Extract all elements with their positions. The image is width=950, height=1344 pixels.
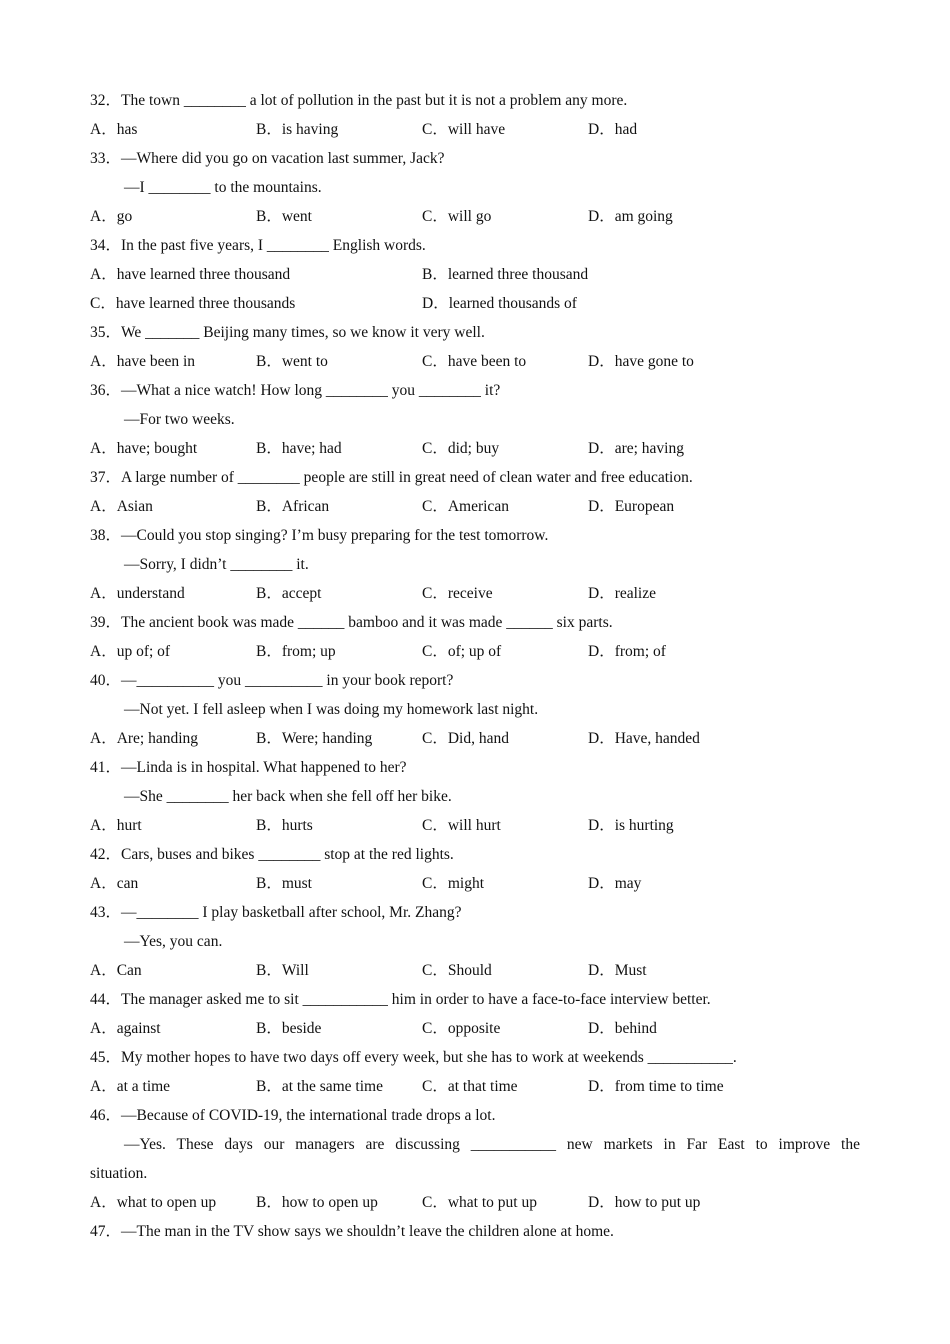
option-b[interactable]: B．went to [256, 353, 328, 370]
option-a[interactable]: A．understand [90, 585, 185, 602]
option-a[interactable]: A．have been in [90, 353, 196, 370]
option-b[interactable]: B．Will [256, 962, 309, 979]
question-stem: —__________ you __________ in your book report? [121, 672, 454, 689]
option-c[interactable]: C．will hurt [422, 817, 501, 834]
options-row [90, 260, 860, 289]
question-number: 36． [90, 382, 122, 399]
question-41 [90, 753, 860, 782]
question-number: 46． [90, 1107, 122, 1124]
question-stem: —Linda is in hospital. What happened to her? [121, 759, 407, 776]
option-c[interactable]: C．will go [422, 208, 492, 225]
option-c[interactable]: C．have been to [422, 353, 527, 370]
option-c[interactable]: C．will have [422, 121, 506, 138]
option-b[interactable]: B．went [256, 208, 312, 225]
option-d[interactable]: D．may [588, 875, 642, 892]
options-row [90, 202, 860, 231]
option-b[interactable]: B．hurts [256, 817, 313, 834]
dialog-line: —I ________ to the mountains. [124, 179, 322, 196]
options-row [90, 434, 860, 463]
question-38 [90, 521, 860, 550]
options-row [90, 869, 860, 898]
option-d[interactable]: D．from; of [588, 643, 666, 660]
question-stem: The manager asked me to sit ___________ him in order to have a face-to-face interview better. [121, 991, 711, 1008]
options-row [90, 289, 860, 318]
option-b[interactable]: B．at the same time [256, 1078, 383, 1095]
question-stem: Cars, buses and bikes ________ stop at the red lights. [121, 846, 454, 863]
question-number: 47． [90, 1223, 122, 1240]
option-d[interactable]: D．have gone to [588, 353, 694, 370]
option-c[interactable]: C．what to put up [422, 1194, 537, 1211]
option-a[interactable]: A．has [90, 121, 138, 138]
question-40 [90, 666, 860, 695]
option-c[interactable]: C．Should [422, 962, 492, 979]
option-b[interactable]: B．beside [256, 1020, 322, 1037]
option-b[interactable]: B．is having [256, 121, 339, 138]
question-number: 38． [90, 527, 122, 544]
option-a[interactable]: A．up of; of [90, 643, 171, 660]
question-number: 39． [90, 614, 122, 631]
option-b[interactable]: B．learned three thousand [422, 266, 589, 283]
options-row [90, 1014, 860, 1043]
option-d[interactable]: D．Have, handed [588, 730, 700, 747]
option-d[interactable]: D．am going [588, 208, 673, 225]
option-a[interactable]: A．what to open up [90, 1194, 217, 1211]
dialog-line: —Yes. These days our managers are discussing ___________ new markets in Far East to improve the [124, 1136, 860, 1153]
options-row [90, 1072, 860, 1101]
question-stem: The town ________ a lot of pollution in the past but it is not a problem any more. [121, 92, 628, 109]
question-number: 37． [90, 469, 122, 486]
dialog-line: —Not yet. I fell asleep when I was doing my homework last night. [124, 701, 539, 718]
question-number: 32． [90, 92, 122, 109]
options-row [90, 1188, 860, 1217]
options-row [90, 115, 860, 144]
question-stem: —Where did you go on vacation last summer, Jack? [121, 150, 445, 167]
dialog-line: —For two weeks. [124, 411, 235, 428]
option-a[interactable]: A．go [90, 208, 133, 225]
question-stem: The ancient book was made ______ bamboo and it was made ______ six parts. [121, 614, 613, 631]
question-stem: My mother hopes to have two days off every week, but she has to work at weekends ___________. [121, 1049, 737, 1066]
question-32 [90, 86, 860, 115]
options-row [90, 724, 860, 753]
question-number: 40． [90, 672, 122, 689]
option-a[interactable]: A．can [90, 875, 139, 892]
question-34 [90, 231, 860, 260]
question-47 [90, 1217, 860, 1246]
question-stem: —________ I play basketball after school, Mr. Zhang? [121, 904, 462, 921]
option-a[interactable]: A．have learned three thousand [90, 266, 291, 283]
option-c[interactable]: C．receive [422, 585, 493, 602]
option-d[interactable]: D．are; having [588, 440, 684, 457]
option-b[interactable]: B．have; had [256, 440, 342, 457]
dialog-line: —She ________ her back when she fell off her bike. [124, 788, 452, 805]
option-c[interactable]: C．opposite [422, 1020, 501, 1037]
question-42 [90, 840, 860, 869]
option-b[interactable]: B．Were; handing [256, 730, 373, 747]
dialog-line: —Sorry, I didn’t ________ it. [124, 556, 309, 573]
question-39 [90, 608, 860, 637]
exam-page [90, 86, 860, 1246]
option-a[interactable]: A．Asian [90, 498, 153, 515]
question-stem: —What a nice watch! How long ________ you ________ it? [121, 382, 501, 399]
option-a[interactable]: A．Can [90, 962, 142, 979]
question-stem: We _______ Beijing many times, so we know it very well. [121, 324, 485, 341]
option-b[interactable]: B．from; up [256, 643, 336, 660]
question-stem: —Because of COVID-19, the international trade drops a lot. [121, 1107, 496, 1124]
options-row [90, 637, 860, 666]
option-a[interactable]: A．against [90, 1020, 161, 1037]
option-d[interactable]: D．behind [588, 1020, 657, 1037]
question-stem: —Could you stop singing? I’m busy preparing for the test tomorrow. [121, 527, 549, 544]
option-c[interactable]: C．American [422, 498, 509, 515]
question-stem: A large number of ________ people are still in great need of clean water and free education. [121, 469, 693, 486]
question-number: 43． [90, 904, 122, 921]
question-stem: In the past five years, I ________ English words. [121, 237, 426, 254]
option-d[interactable]: D．Must [588, 962, 647, 979]
option-a[interactable]: A．Are; handing [90, 730, 199, 747]
question-number: 34． [90, 237, 122, 254]
question-33 [90, 144, 860, 173]
question-stem: —The man in the TV show says we shouldn’t leave the children alone at home. [121, 1223, 614, 1240]
dialog-line: —Yes, you can. [124, 933, 223, 950]
option-a[interactable]: A．have; bought [90, 440, 198, 457]
question-number: 44． [90, 991, 122, 1008]
question-number: 42． [90, 846, 122, 863]
option-c[interactable]: C．Did, hand [422, 730, 509, 747]
option-b[interactable]: B．must [256, 875, 312, 892]
options-row [90, 811, 860, 840]
option-d[interactable]: D．had [588, 121, 638, 138]
option-d[interactable]: D．realize [588, 585, 656, 602]
option-a[interactable]: A．at a time [90, 1078, 171, 1095]
question-45 [90, 1043, 860, 1072]
options-row [90, 579, 860, 608]
option-a[interactable]: A．hurt [90, 817, 142, 834]
option-d[interactable]: D．learned thousands of [422, 295, 577, 312]
option-b[interactable]: B．African [256, 498, 330, 515]
question-number: 35． [90, 324, 122, 341]
option-d[interactable]: D．from time to time [588, 1078, 724, 1095]
question-37 [90, 463, 860, 492]
question-number: 41． [90, 759, 122, 776]
option-d[interactable]: D．how to put up [588, 1194, 701, 1211]
option-c[interactable]: C．at that time [422, 1078, 518, 1095]
option-c[interactable]: C．did; buy [422, 440, 500, 457]
question-number: 45． [90, 1049, 122, 1066]
option-d[interactable]: D．European [588, 498, 675, 515]
options-row [90, 492, 860, 521]
option-c[interactable]: C．have learned three thousands [90, 295, 296, 312]
question-36 [90, 376, 860, 405]
option-c[interactable]: C．might [422, 875, 485, 892]
options-row [90, 347, 860, 376]
option-b[interactable]: B．accept [256, 585, 322, 602]
options-row [90, 956, 860, 985]
question-46 [90, 1101, 860, 1130]
question-43 [90, 898, 860, 927]
option-b[interactable]: B．how to open up [256, 1194, 378, 1211]
option-c[interactable]: C．of; up of [422, 643, 502, 660]
dialog-continuation: situation. [90, 1165, 148, 1182]
question-35 [90, 318, 860, 347]
question-number: 33． [90, 150, 122, 167]
option-d[interactable]: D．is hurting [588, 817, 674, 834]
question-44 [90, 985, 860, 1014]
